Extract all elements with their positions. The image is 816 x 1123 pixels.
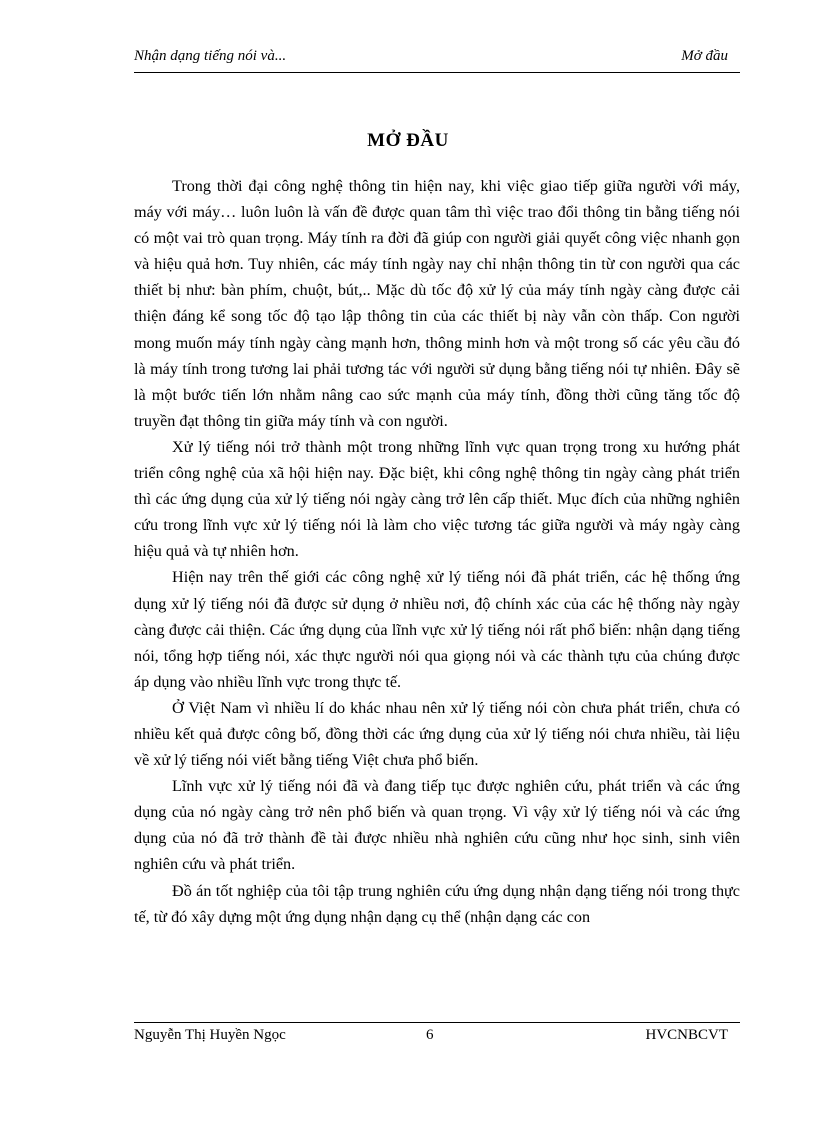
- paragraph: Hiện nay trên thế giới các công nghệ xử lý tiếng nói đã phát triển, các hệ thống ứng dụng xử lý tiếng nói đã được sử dụng ở nhiều nơi, độ chính xác của các hệ thống này ngày càng được cải thiện. Các ứng dụng của lĩnh vực xử lý tiếng nói rất phổ biến: nhận dạng tiếng nói, tổng hợp tiếng nói, xác thực người nói qua giọng nói và các thành tựu của chúng được áp dụng vào nhiều lĩnh vực trong thực tế.: [134, 568, 740, 691]
- page-header: [134, 48, 728, 70]
- footer-author: Nguyễn Thị Huyền Ngọc: [134, 1027, 286, 1043]
- footer-organization: HVCNBCVT: [645, 1027, 728, 1043]
- header-divider: [134, 72, 740, 73]
- page-number: 6: [426, 1027, 434, 1043]
- header-document-title: Nhận dạng tiếng nói và...: [134, 48, 287, 64]
- paragraph: Xử lý tiếng nói trở thành một trong những lĩnh vực quan trọng trong xu hướng phát triển công nghệ của xã hội hiện nay. Đặc biệt, khi công nghệ thông tin ngày càng phát triển thì các ứng dụng của xử lý tiếng nói ngày càng trở lên cấp thiết. Mục đích của những nghiên cứu trong lĩnh vực xử lý tiếng nói là làm cho việc tương tác giữa người và máy ngày càng hiệu quả và tự nhiên hơn.: [134, 437, 740, 561]
- page-title: MỞ ĐẦU: [367, 130, 449, 151]
- paragraph: Trong thời đại công nghệ thông tin hiện nay, khi việc giao tiếp giữa người với máy, máy với máy… luôn luôn là vấn đề được quan tâm thì việc trao đổi thông tin bằng tiếng nói có một vai trò quan trọng. Máy tính ra đời đã giúp con người giải quyết công việc nhanh gọn và hiệu quả hơn. Tuy nhiên, các máy tính ngày nay chỉ nhận thông tin từ con người qua các thiết bị như: bàn phím, chuột, bút,.. Mặc dù tốc độ xử lý của máy tính ngày càng được cải thiện đáng kể song tốc độ tạo lập thông tin của các thiết bị này vẫn còn thấp. Con người mong muốn máy tính ngày càng mạnh hơn, thông minh hơn và một trong số các yêu cầu đó là máy tính trong tương lai phải tương tác với người sử dụng bằng tiếng nói tự nhiên. Đây sẽ là một bước tiến lớn nhằm nâng cao sức mạnh của máy tính, đồng thời cũng tăng tốc độ truyền đạt thông tin giữa máy tính và con người.: [134, 177, 740, 430]
- paragraph: Đồ án tốt nghiệp của tôi tập trung nghiên cứu ứng dụng nhận dạng tiếng nói trong thực tế, từ đó xây dựng một ứng dụng nhận dạng cụ thể (nhận dạng các con: [134, 881, 740, 926]
- page-footer: [134, 1027, 728, 1049]
- body-text: [134, 173, 740, 930]
- header-section-title: Mở đầu: [681, 48, 728, 64]
- footer-divider: [134, 1022, 740, 1023]
- paragraph: Ở Việt Nam vì nhiều lí do khác nhau nên xử lý tiếng nói còn chưa phát triển, chưa có nhiều kết quả được công bố, đồng thời các ứng dụng của xử lý tiếng nói chưa nhiều, tài liệu về xử lý tiếng nói viết bằng tiếng Việt chưa phổ biến.: [134, 698, 740, 770]
- paragraph: Lĩnh vực xử lý tiếng nói đã và đang tiếp tục được nghiên cứu, phát triển và các ứng dụng của nó ngày càng trở nên phổ biến và quan trọng. Vì vậy xử lý tiếng nói và các ứng dụng của nó đã trở thành đề tài được nhiều nhà nghiên cứu cũng như học sinh, sinh viên nghiên cứu và phát triển.: [134, 777, 740, 874]
